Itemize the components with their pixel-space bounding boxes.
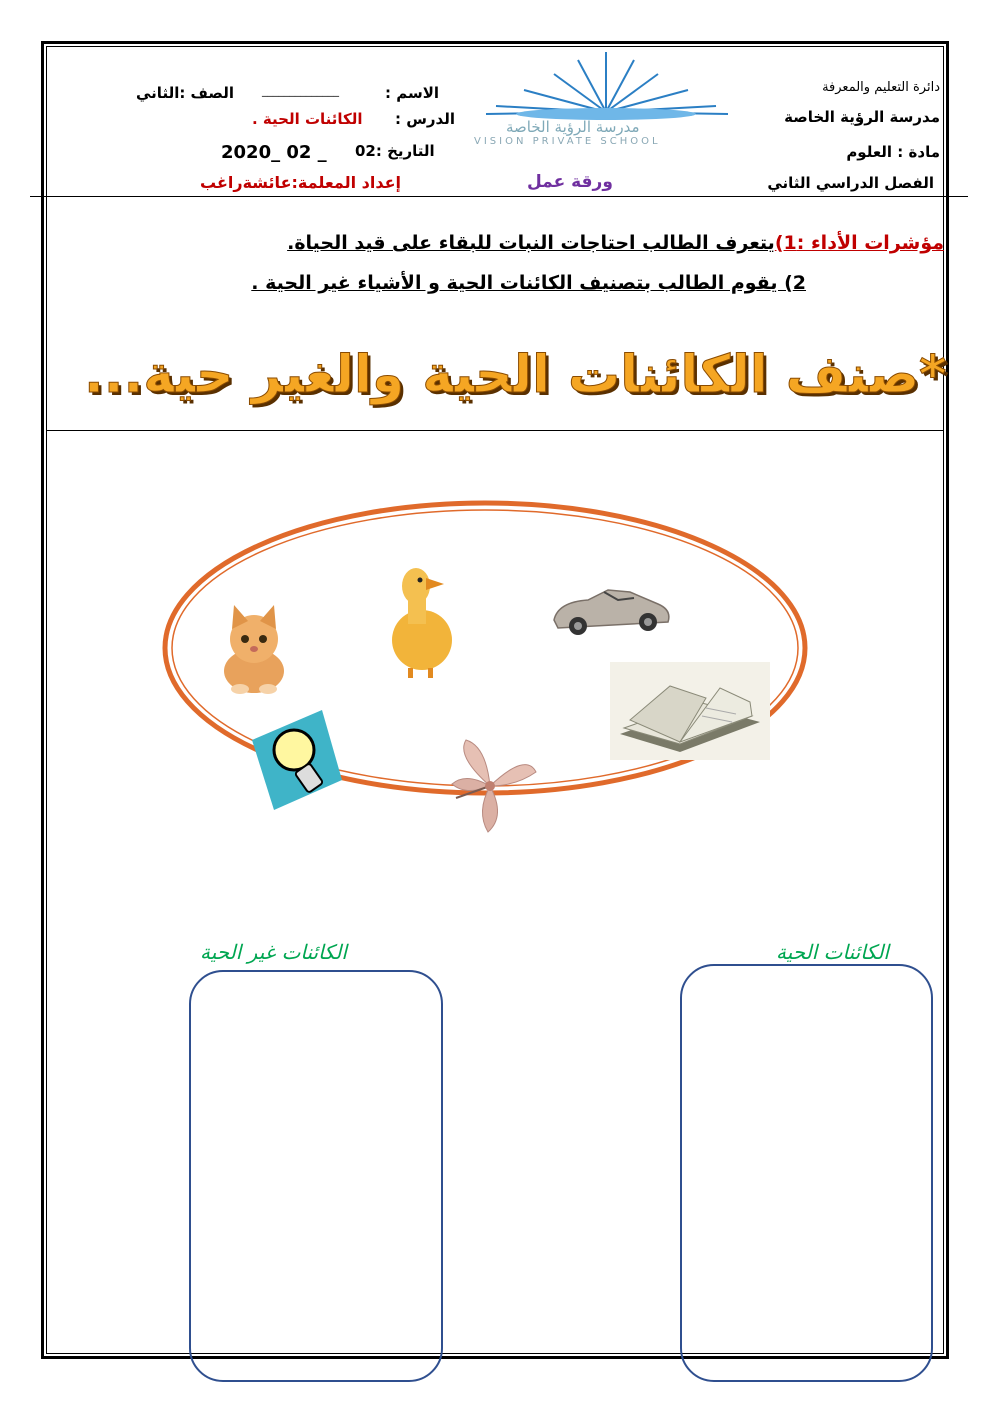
nonliving-things-box[interactable] bbox=[189, 970, 443, 1382]
grade-line: الصف :الثاني bbox=[136, 84, 234, 102]
school-logo bbox=[466, 50, 756, 150]
flower-icon[interactable] bbox=[436, 736, 544, 836]
cat-icon[interactable] bbox=[212, 603, 296, 695]
date-value: 2020_ 02 _ bbox=[221, 142, 327, 163]
date-label: التاريخ :02 bbox=[355, 142, 435, 160]
lesson-value: الكائنات الحية . bbox=[252, 110, 363, 128]
lesson-label: الدرس : bbox=[395, 110, 455, 128]
duck-icon[interactable] bbox=[386, 560, 456, 682]
book-icon[interactable] bbox=[610, 662, 770, 760]
nonliving-things-label: الكائنات غير الحية bbox=[200, 940, 347, 964]
task-title-banner: *صنف الكائنات الحية والغير حية... bbox=[84, 345, 947, 405]
living-things-box[interactable] bbox=[680, 964, 933, 1382]
logo-english-text: VISION PRIVATE SCHOOL bbox=[474, 136, 661, 147]
term-line: الفصل الدراسي الثاني bbox=[767, 174, 934, 192]
logo-arabic-text: مدرسة الرؤية الخاصة bbox=[506, 118, 640, 136]
banner-divider bbox=[46, 430, 944, 431]
teacher-name: إعداد المعلمة:عائشةراغب bbox=[200, 173, 402, 192]
living-things-label: الكائنات الحية bbox=[776, 940, 889, 964]
school-name: مدرسة الرؤية الخاصة bbox=[784, 108, 940, 126]
light-bulb-icon[interactable] bbox=[252, 710, 342, 810]
department-name: دائرة التعليم والمعرفة bbox=[822, 80, 940, 95]
name-label: الاسم : bbox=[385, 84, 440, 102]
indicator-item-1: يتعرف الطالب احتاجات النبات للبقاء على قيد الحياة. bbox=[287, 232, 775, 254]
name-blank[interactable]: ______________ bbox=[262, 84, 339, 97]
subject-line: مادة : العلوم bbox=[846, 143, 940, 161]
indicators-line-1 bbox=[287, 232, 944, 254]
car-icon[interactable] bbox=[548, 580, 674, 642]
worksheet-label: ورقة عمل bbox=[527, 172, 613, 192]
indicator-item-2: 2) يقوم الطالب بتصنيف الكائنات الحية و الأشياء غير الحية . bbox=[251, 272, 806, 294]
header-divider bbox=[30, 196, 968, 197]
indicators-label: مؤشرات الأداء :1) bbox=[774, 232, 944, 254]
